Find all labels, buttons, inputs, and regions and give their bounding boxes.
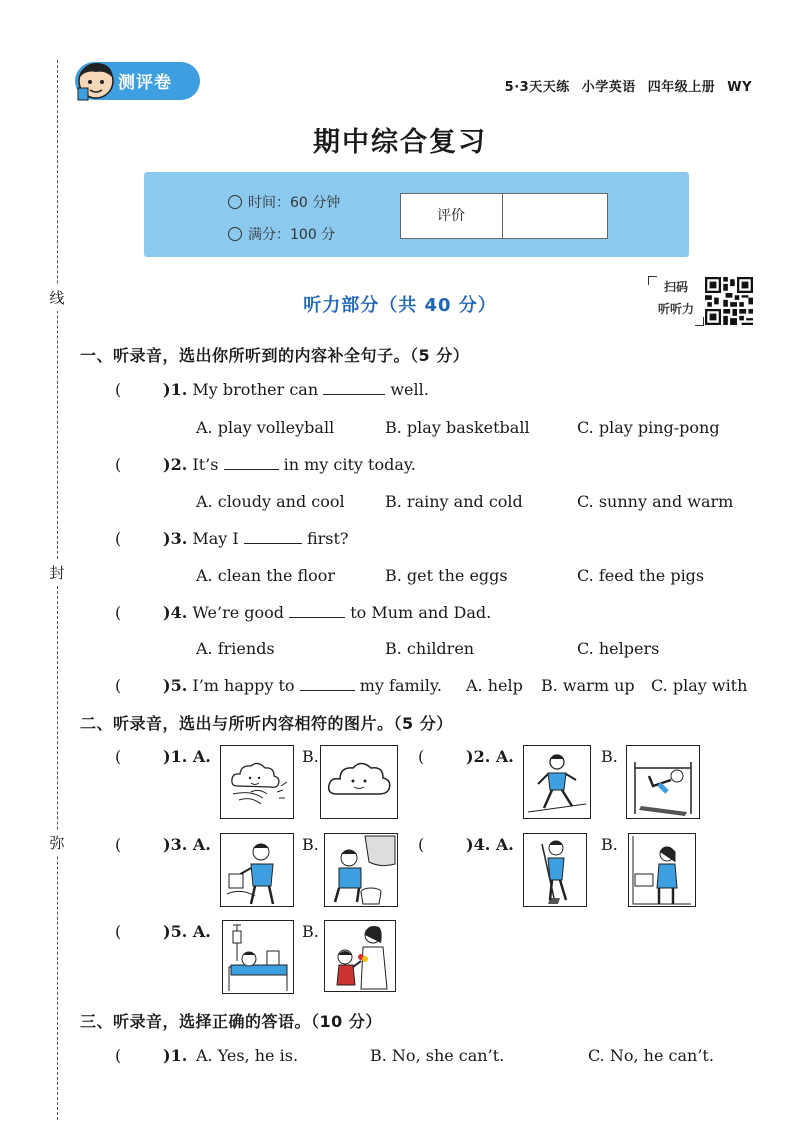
- option-b[interactable]: B. rainy and cold: [385, 492, 523, 511]
- answer-bracket[interactable]: (: [418, 835, 425, 854]
- evaluation-label: 评价: [437, 208, 465, 224]
- girl-giving-flowers-icon: [325, 921, 395, 991]
- fill-blank[interactable]: [224, 455, 279, 470]
- series-info: [493, 76, 752, 95]
- picture-option[interactable]: [320, 745, 398, 819]
- boy-feeding-icon: [221, 834, 293, 906]
- fill-blank[interactable]: [244, 529, 302, 544]
- time-info: [228, 192, 340, 212]
- picture-option[interactable]: [324, 920, 396, 992]
- picture-option[interactable]: [523, 745, 591, 819]
- cloud-icon: [321, 746, 397, 818]
- fill-blank[interactable]: [323, 380, 385, 395]
- picture-option[interactable]: [628, 833, 696, 907]
- picture-option[interactable]: [324, 833, 398, 907]
- boy-running-icon: [524, 746, 590, 818]
- evaluation-divider: [502, 193, 503, 239]
- windy-cloud-icon: [221, 746, 293, 818]
- score-info: [228, 224, 335, 244]
- question-text-pre: My brother can: [192, 380, 319, 399]
- question-text-pre: I’m happy to: [192, 676, 295, 695]
- option-b[interactable]: B. get the eggs: [385, 566, 508, 585]
- binding-line: [57, 60, 58, 1120]
- answer-bracket[interactable]: (: [115, 1046, 122, 1065]
- option-b-label: B.: [601, 747, 618, 766]
- answer-bracket[interactable]: (: [115, 529, 122, 548]
- section-1-title: 一、听录音，选出你所听到的内容补全句子。（5 分）: [80, 346, 470, 365]
- binding-char-feng: 封: [44, 560, 70, 586]
- question-text-pre: It’s: [192, 455, 219, 474]
- part1-question-1: [115, 380, 429, 399]
- picture-option[interactable]: [220, 833, 294, 907]
- fill-blank[interactable]: [300, 676, 355, 691]
- option-c[interactable]: C. play with: [651, 676, 748, 695]
- page-title: 期中综合复习: [313, 127, 487, 158]
- boy-sweeping-icon: [524, 834, 586, 906]
- question-text-post: first?: [306, 529, 349, 548]
- answer-bracket[interactable]: (: [418, 747, 425, 766]
- option-b[interactable]: B. play basketball: [385, 418, 530, 437]
- high-jump-icon: [627, 746, 699, 818]
- part1-question-5: [115, 676, 442, 695]
- scan-text-1: 扫码: [663, 280, 688, 294]
- scan-text-2: 听听力: [657, 302, 694, 316]
- option-b[interactable]: B. children: [385, 639, 475, 658]
- question-text-post: in my city today.: [283, 455, 416, 474]
- badge-label: 测评卷: [118, 73, 172, 93]
- time-text: 时间：60 分钟: [248, 195, 341, 211]
- option-b-label: B.: [601, 835, 618, 854]
- option-a[interactable]: A. play volleyball: [196, 418, 335, 437]
- part1-question-4: [115, 603, 491, 622]
- fill-blank[interactable]: [289, 603, 345, 618]
- clock-icon: [228, 195, 242, 209]
- series-name: 5·3天天练: [504, 80, 570, 95]
- part2-q2-label: )2. A.: [466, 747, 514, 766]
- answer-bracket[interactable]: (: [115, 676, 122, 695]
- check-icon: [228, 227, 242, 241]
- question-number: )1.: [163, 1046, 188, 1065]
- answer-bracket[interactable]: (: [115, 747, 122, 766]
- part2-q1-label: )1. A.: [163, 747, 211, 766]
- part3-question-1: [115, 1046, 187, 1065]
- series-grade: 四年级上册: [647, 80, 716, 95]
- option-a[interactable]: A. friends: [196, 639, 275, 658]
- part1-question-2: [115, 455, 416, 474]
- question-number: )2.: [163, 455, 188, 474]
- score-text: 满分：100 分: [248, 227, 336, 243]
- evaluation-field[interactable]: [506, 196, 602, 234]
- section-2-title: 二、听录音，选出与所听内容相符的图片。（5 分）: [80, 714, 453, 733]
- option-b[interactable]: B. warm up: [541, 676, 635, 695]
- sick-in-bed-icon: [223, 921, 293, 993]
- option-b[interactable]: B. No, she can’t.: [370, 1046, 505, 1065]
- part2-q3-label: )3. A.: [163, 835, 211, 854]
- question-text-post: well.: [390, 380, 429, 399]
- part2-q4-label: )4. A.: [466, 835, 514, 854]
- option-a[interactable]: A. help: [466, 676, 523, 695]
- option-c[interactable]: C. feed the pigs: [577, 566, 705, 585]
- scan-label: [648, 276, 704, 326]
- girl-washing-icon: [629, 834, 695, 906]
- picture-option[interactable]: [523, 833, 587, 907]
- question-number: )1.: [163, 380, 188, 399]
- option-c[interactable]: C. sunny and warm: [577, 492, 734, 511]
- boy-milking-icon: [325, 834, 397, 906]
- question-text-post: my family.: [359, 676, 442, 695]
- binding-char-xian: 线: [44, 285, 70, 311]
- question-text-post: to Mum and Dad.: [350, 603, 492, 622]
- question-number: )3.: [163, 529, 188, 548]
- answer-bracket[interactable]: (: [115, 922, 122, 941]
- option-c[interactable]: C. play ping-pong: [577, 418, 720, 437]
- section-3-title: 三、听录音，选择正确的答语。（10 分）: [80, 1012, 382, 1031]
- part2-q5-label: )5. A.: [163, 922, 211, 941]
- answer-bracket[interactable]: (: [115, 380, 122, 399]
- answer-bracket[interactable]: (: [115, 455, 122, 474]
- binding-char-mi: 弥: [44, 830, 70, 856]
- listening-heading: 听力部分（共 40 分）: [303, 295, 497, 316]
- option-a[interactable]: A. clean the floor: [196, 566, 336, 585]
- option-b-label: B.: [302, 922, 319, 941]
- answer-bracket[interactable]: (: [115, 835, 122, 854]
- option-c[interactable]: C. helpers: [577, 639, 660, 658]
- option-a[interactable]: A. cloudy and cool: [196, 492, 345, 511]
- option-c[interactable]: C. No, he can’t.: [588, 1046, 714, 1065]
- option-b-label: B.: [302, 747, 319, 766]
- qr-code-icon[interactable]: [705, 277, 753, 325]
- question-number: )5.: [163, 676, 188, 695]
- question-number: )4.: [163, 603, 188, 622]
- picture-option[interactable]: [222, 920, 294, 994]
- series-subject: 小学英语: [581, 80, 636, 95]
- series-edition: WY: [727, 80, 752, 95]
- part1-question-3: [115, 529, 348, 548]
- student-mascot-icon: [76, 60, 116, 102]
- option-b-label: B.: [302, 835, 319, 854]
- option-a[interactable]: A. Yes, he is.: [196, 1046, 299, 1065]
- answer-bracket[interactable]: (: [115, 603, 122, 622]
- picture-option[interactable]: [626, 745, 700, 819]
- question-text-pre: May I: [192, 529, 239, 548]
- question-text-pre: We’re good: [192, 603, 285, 622]
- picture-option[interactable]: [220, 745, 294, 819]
